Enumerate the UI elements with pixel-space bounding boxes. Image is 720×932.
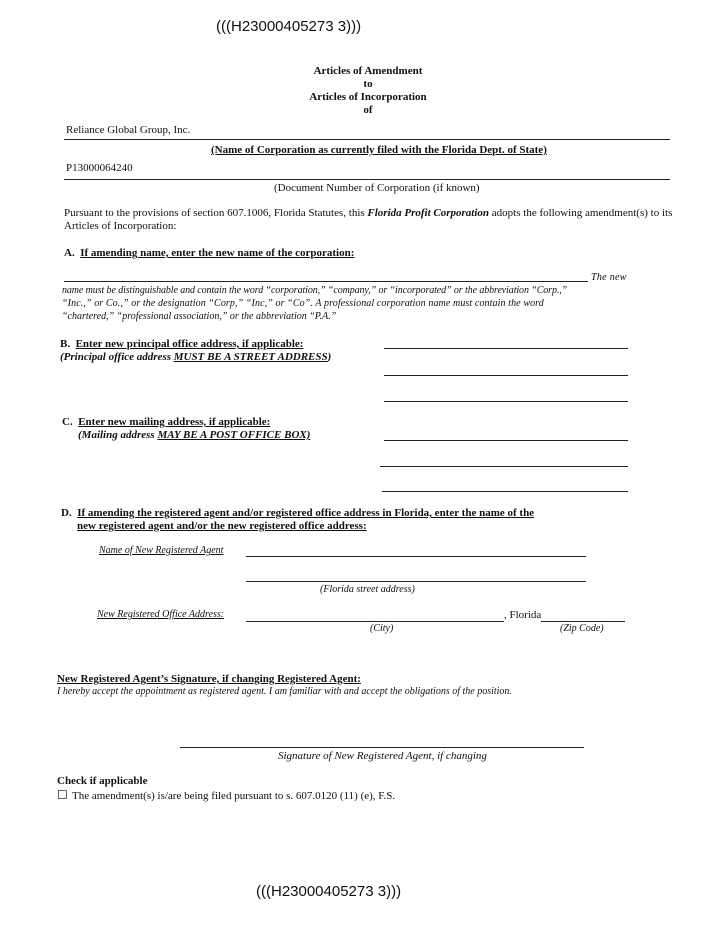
document-number-caption: (Document Number of Corporation (if known) [274,182,480,194]
principal-address-line-2[interactable] [384,375,628,376]
corporation-name-caption: (Name of Corporation as currently filed with the Florida Dept. of State) [211,144,547,156]
form-title-line3: Articles of Incorporation [309,91,427,103]
principal-address-line-1[interactable] [384,348,628,349]
state-label: , Florida [504,609,542,621]
section-a-note-line3: “Inc.,” or Co.,” or the designation “Corp,” “Inc,” or “Co”. A professional corporation name must contain the word [62,298,544,309]
form-title-line2: to [363,78,373,90]
section-d-heading-line2: new registered agent and/or the new registered office address: [77,520,367,532]
florida-street-caption: (Florida street address) [320,584,415,595]
florida-street-address-line[interactable] [246,581,586,582]
city-caption: (City) [370,623,394,634]
corporation-name-line [64,139,670,140]
section-a-note-line2: name must be distinguishable and contain the word “corporation,” “company,” or “incorporated” or the abbreviation “Corp.,” [62,285,568,296]
section-d-heading: D. If amending the registered agent and/or registered office address in Florida, enter the name of the [61,507,535,519]
form-title-line4: of [363,104,373,116]
mailing-address-line-2[interactable] [380,466,628,467]
section-a-heading: A. If amending name, enter the new name of the corporation: [64,247,355,259]
preamble-text: Pursuant to the provisions of section 607.1006, Florida Statutes, this Florida Profit Corporation adopts the following amendment(s) to its Articles of Incorporation: [64,207,673,232]
office-zip-line[interactable] [541,621,625,622]
signature-line[interactable] [180,747,584,748]
signature-caption: Signature of New Registered Agent, if changing [278,750,487,762]
document-number-line [64,179,670,180]
agent-name-line[interactable] [246,556,586,557]
section-b-subheading: (Principal office address MUST BE A STREET ADDRESS) [60,351,332,363]
section-a-note-line4: “chartered,” “professional association,” or the abbreviation “P.A.” [62,311,337,322]
signature-statement: I hereby accept the appointment as registered agent. I am familiar with and accept the obligations of the position. [57,686,512,697]
new-corporation-name-line[interactable] [64,281,588,282]
form-title-line1: Articles of Amendment [313,65,423,77]
checkbox-icon[interactable]: ☐ [57,788,68,802]
corporation-name-value: Reliance Global Group, Inc. [66,124,191,136]
check-heading: Check if applicable [57,775,148,787]
mailing-address-line-1[interactable] [384,440,628,441]
section-a-note-start: The new [591,272,627,283]
agent-name-label: Name of New Registered Agent [99,545,224,556]
principal-address-line-3[interactable] [384,401,628,402]
section-c-subheading: (Mailing address MAY BE A POST OFFICE BOX) [78,429,311,441]
office-address-label: New Registered Office Address: [97,609,225,620]
check-label: The amendment(s) is/are being filed pursuant to s. 607.0120 (11) (e), F.S. [72,790,396,802]
section-c-heading: C. Enter new mailing address, if applicable: [62,416,271,428]
mailing-address-line-3[interactable] [382,491,628,492]
office-city-line[interactable] [246,621,504,622]
signature-heading: New Registered Agent’s Signature, if changing Registered Agent: [57,673,361,685]
filing-number-bottom: (((H23000405273 3))) [256,883,402,900]
document-number-value: P13000064240 [66,162,133,174]
filing-number-top: (((H23000405273 3))) [216,18,362,35]
zip-caption: (Zip Code) [560,623,604,634]
entity-type: Florida Profit Corporation [367,207,490,219]
section-b-heading: B. Enter new principal office address, if applicable: [60,338,304,350]
